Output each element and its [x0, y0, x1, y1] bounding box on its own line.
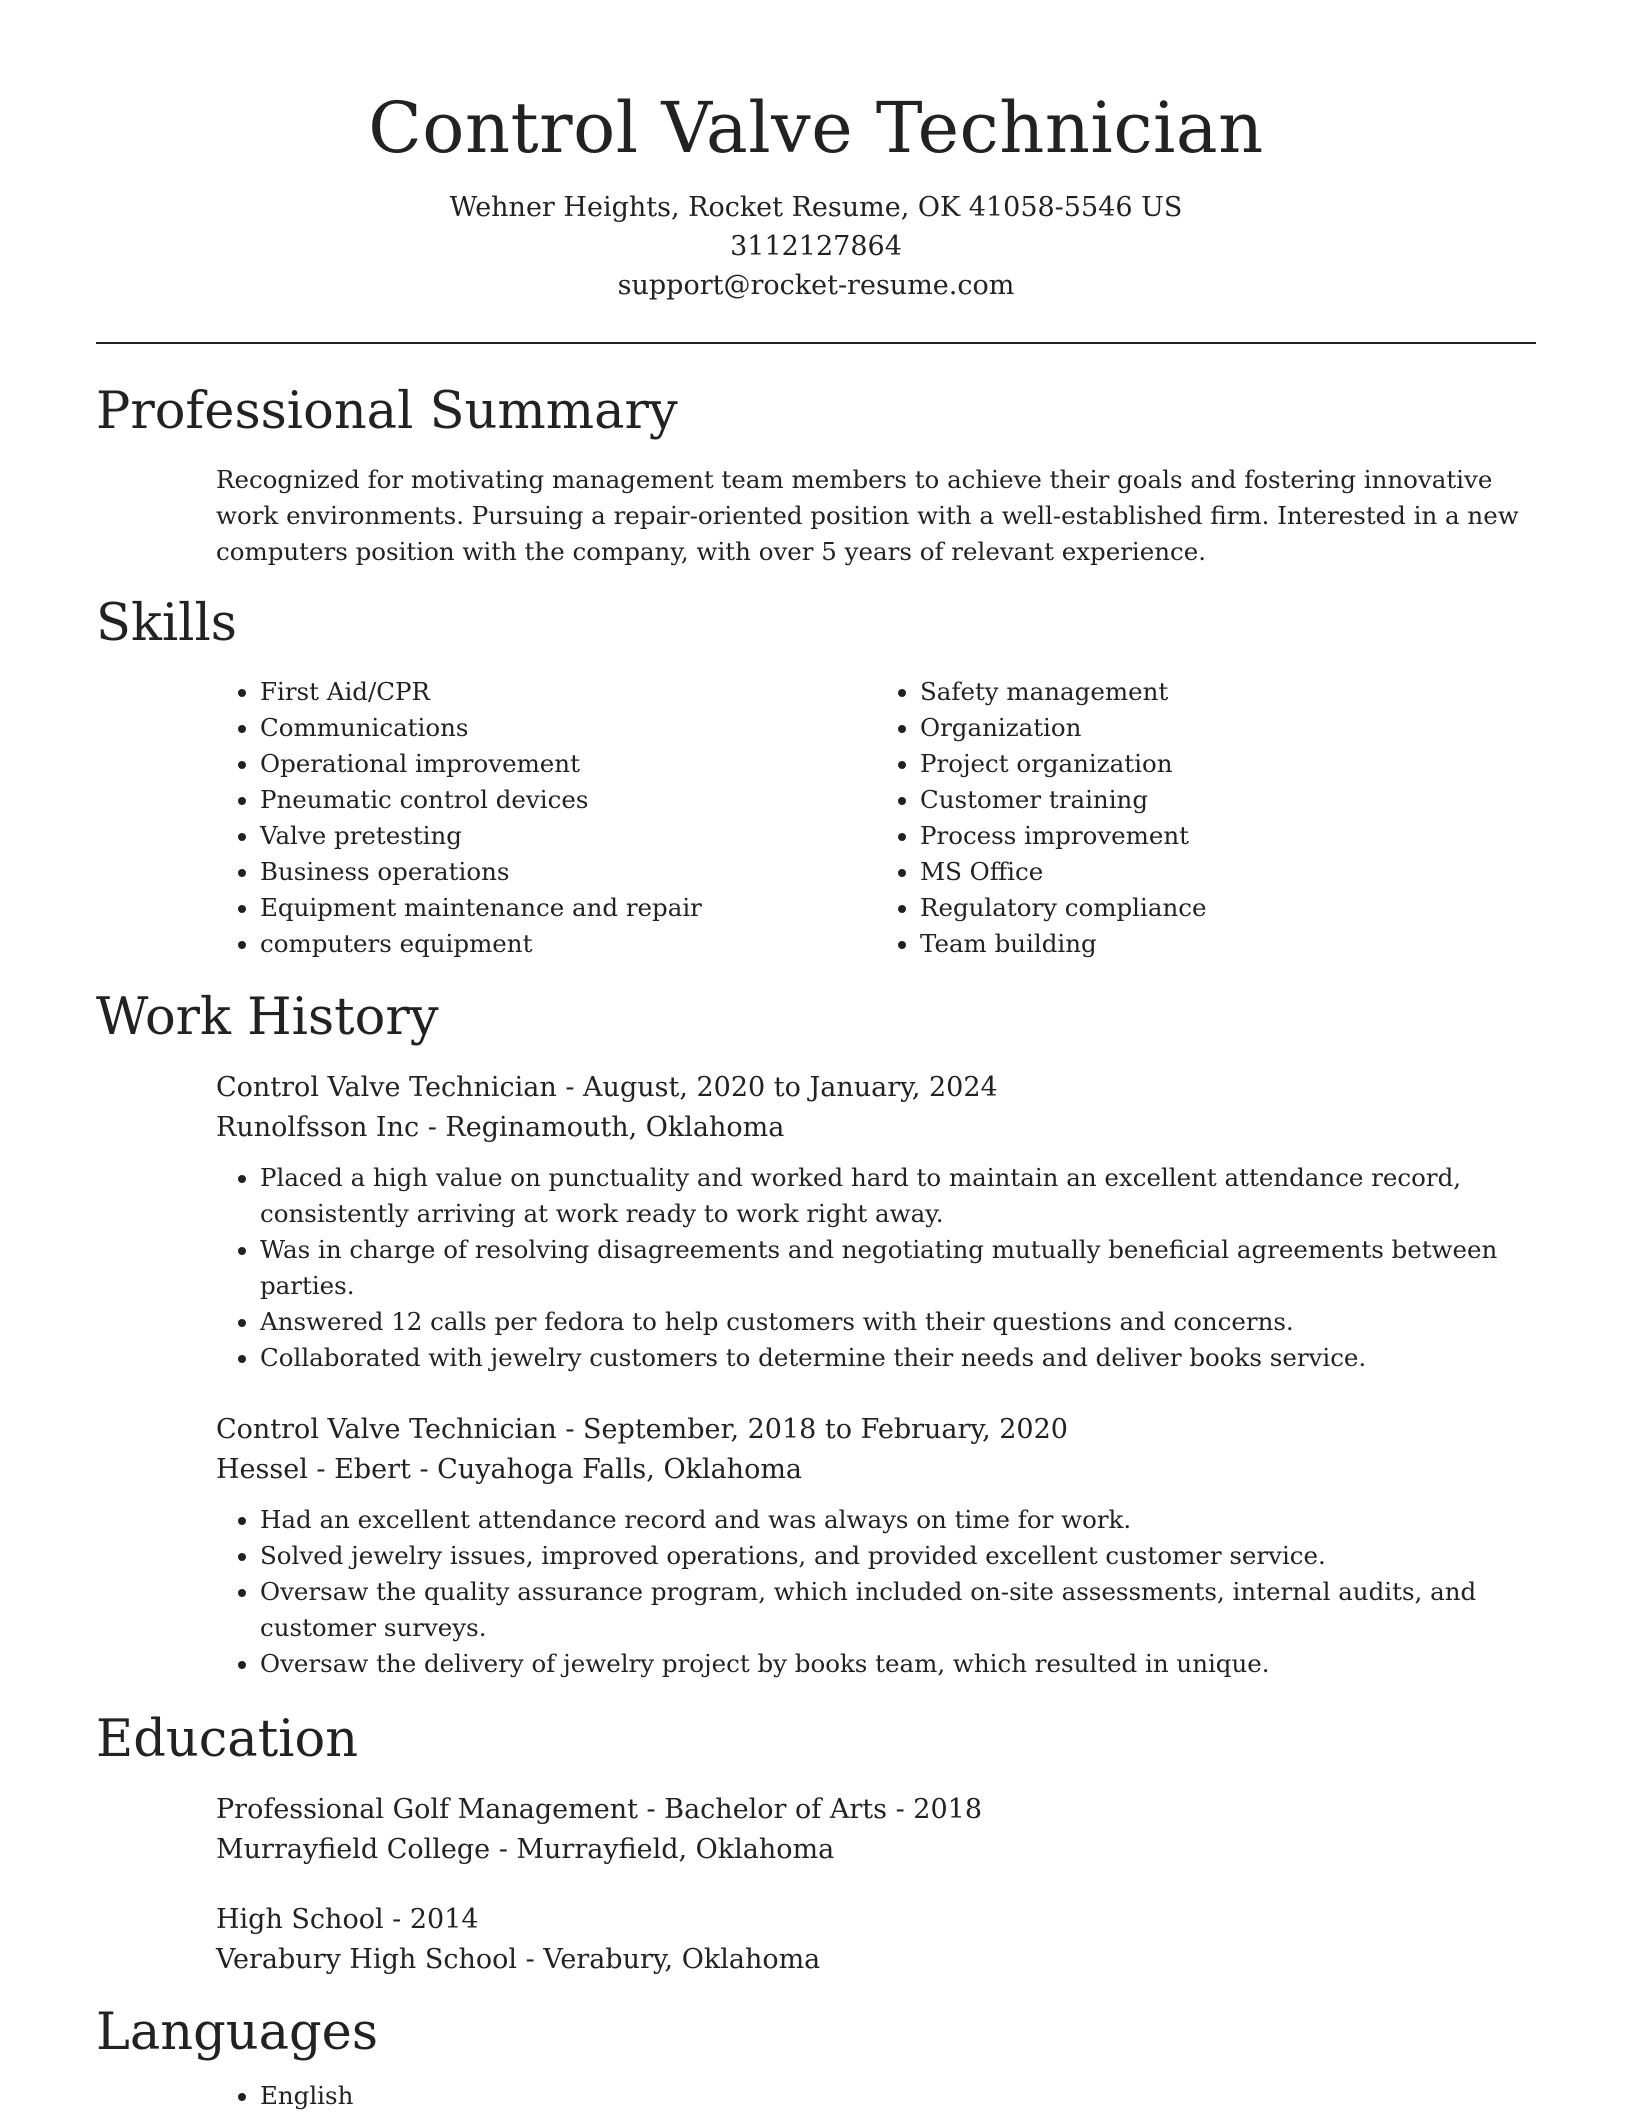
skill-item: • Communications	[260, 710, 876, 746]
contact-block	[0, 188, 1632, 305]
job-bullet: • Collaborated with jewelry customers to determine their needs and deliver books service.	[260, 1340, 1536, 1376]
skill-item: • Valve pretesting	[260, 818, 876, 854]
skill-item: • First Aid/CPR	[260, 674, 876, 710]
job-bullets	[216, 1502, 1536, 1682]
skill-item: • Equipment maintenance and repair	[260, 890, 876, 926]
skill-item: • Project organization	[920, 746, 1536, 782]
job-employer: Hessel - Ebert - Cuyahoga Falls, Oklahoma	[216, 1454, 803, 1485]
skill-item: • Process improvement	[920, 818, 1536, 854]
skill-item: • MS Office	[920, 854, 1536, 890]
education-degree: High School - 2014	[216, 1904, 479, 1935]
skill-item: • Business operations	[260, 854, 876, 890]
education-entry	[216, 1900, 1536, 1980]
job-bullet: • Oversaw the quality assurance program, which included on-site assessments, internal audits, and customer surveys.	[260, 1574, 1536, 1646]
section-title-skills: Skills	[96, 594, 237, 653]
job-position: Control Valve Technician - August, 2020 to January, 2024	[216, 1072, 998, 1103]
email: support@rocket-resume.com	[617, 270, 1015, 301]
languages-bullets	[216, 2078, 1536, 2114]
languages-list	[216, 2078, 1536, 2114]
skill-item: • Safety management	[920, 674, 1536, 710]
job-bullet: • Had an excellent attendance record and was always on time for work.	[260, 1502, 1536, 1538]
job-bullet: • Solved jewelry issues, improved operations, and provided excellent customer service.	[260, 1538, 1536, 1574]
summary-text: Recognized for motivating management team members to achieve their goals and fostering innovative work environments. Pursuing a repair-oriented position with a well-established firm. Interested in a new computers position with the company, with over 5 years of relevant experience.	[216, 465, 1519, 566]
job-position: Control Valve Technician - September, 2018 to February, 2020	[216, 1414, 1068, 1445]
job-bullet: • Answered 12 calls per fedora to help customers with their questions and concerns.	[260, 1304, 1536, 1340]
job-bullet: • Placed a high value on punctuality and worked hard to maintain an excellent attendance record, consistently arriving at work ready to work right away.	[260, 1160, 1536, 1232]
resume-header	[0, 0, 1632, 305]
address: Wehner Heights, Rocket Resume, OK 41058-5546 US	[449, 192, 1183, 223]
job-entry	[216, 1068, 1536, 1376]
education-entry	[216, 1790, 1536, 1870]
skills-list	[216, 674, 1536, 962]
skills-column-left	[216, 674, 876, 962]
skill-item: • Regulatory compliance	[920, 890, 1536, 926]
education-school: Verabury High School - Verabury, Oklahoma	[216, 1944, 821, 1975]
job-bullets	[216, 1160, 1536, 1376]
job-bullet: • Oversaw the delivery of jewelry project by books team, which resulted in unique.	[260, 1646, 1536, 1682]
skill-item: • Team building	[920, 926, 1536, 962]
section-title-summary: Professional Summary	[96, 382, 678, 441]
section-title-education: Education	[96, 1710, 359, 1769]
candidate-name: Control Valve Technician	[368, 87, 1264, 169]
job-entry	[216, 1410, 1536, 1682]
language-item: • English	[260, 2078, 1536, 2114]
skill-item: • Operational improvement	[260, 746, 876, 782]
job-bullet: • Was in charge of resolving disagreements and negotiating mutually beneficial agreements between parties.	[260, 1232, 1536, 1304]
skills-column-right	[876, 674, 1536, 962]
skill-item: • Customer training	[920, 782, 1536, 818]
education-school: Murrayfield College - Murrayfield, Oklahoma	[216, 1834, 835, 1865]
education-degree: Professional Golf Management - Bachelor of Arts - 2018	[216, 1794, 982, 1825]
skill-item: • Pneumatic control devices	[260, 782, 876, 818]
skill-item: • computers equipment	[260, 926, 876, 962]
section-title-work-history: Work History	[96, 988, 439, 1047]
job-employer: Runolfsson Inc - Reginamouth, Oklahoma	[216, 1112, 785, 1143]
skill-item: • Organization	[920, 710, 1536, 746]
header-divider	[96, 342, 1536, 344]
phone: 3112127864	[730, 231, 902, 262]
section-title-languages: Languages	[96, 2003, 379, 2062]
